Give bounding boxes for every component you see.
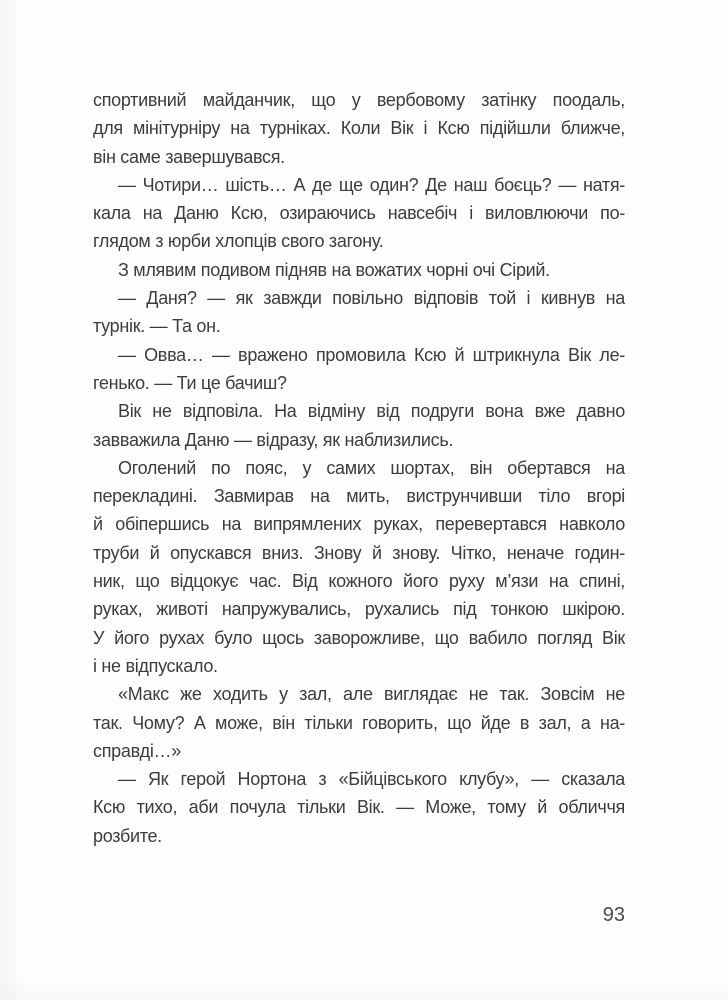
text-line: — Даня? — як завжди повільно відповів той і кивнув на xyxy=(118,288,625,309)
text-line: і не відпускало. xyxy=(93,655,218,676)
text-line: труби й опускався вниз. Знову й знову. Чітко, неначе годин- xyxy=(93,542,625,563)
text-line: ник, що відцокує час. Від кожного його руху м’язи на спині, xyxy=(93,571,625,592)
text-line: Оголений по пояс, у самих шортах, він обертався на xyxy=(118,457,625,478)
text-line: він саме завершувався. xyxy=(93,146,285,167)
text-line: розбите. xyxy=(93,825,162,846)
text-line: генько. — Ти це бачиш? xyxy=(93,372,287,393)
text-line: глядом з юрби хлопців свого загону. xyxy=(93,231,384,252)
text-line: У його рухах було щось заворожливе, що вабило погляд Вік xyxy=(93,627,625,648)
text-line: Ксю тихо, аби почула тільки Вік. — Може, тому й обличчя xyxy=(93,797,625,818)
text-line: турнік. — Та он. xyxy=(93,316,221,337)
text-line: й обіпершись на випрямлених руках, перевертався навколо xyxy=(93,514,625,535)
text-line: так. Чому? А може, він тільки говорить, що йде в зал, а на- xyxy=(93,712,625,733)
text-line: руках, животі напружувались, рухались під тонкою шкірою. xyxy=(93,599,625,620)
text-line: для мінітурніру на турніках. Коли Вік і Ксю підійшли ближче, xyxy=(93,118,625,139)
text-line: завважила Даню — відразу, як наблизились. xyxy=(93,429,454,450)
text-block xyxy=(93,86,625,850)
text-line: — Як герой Нортона з «Бійцівського клубу», — сказала xyxy=(118,769,625,790)
text-line: — Овва… — вражено промовила Ксю й штрикнула Вік ле- xyxy=(118,344,625,365)
page-number: 93 xyxy=(602,904,625,926)
text-line: справді…» xyxy=(93,740,181,761)
text-line: кала на Даню Ксю, озираючись навсебіч і виловлюючи по- xyxy=(93,203,625,224)
text-line: «Макс же ходить у зал, але виглядає не так. Зовсім не xyxy=(118,684,625,705)
text-line: перекладині. Завмирав на мить, виструнчивши тіло вгорі xyxy=(93,486,625,507)
text-line: — Чотири… шість… А де ще один? Де наш боєць? — натя- xyxy=(118,174,625,195)
text-line: Вік не відповіла. На відміну від подруги вона вже давно xyxy=(118,401,625,422)
text-line: З млявим подивом підняв на вожатих чорні очі Сірий. xyxy=(118,259,550,280)
text-line: спортивний майданчик, що у вербовому затінку поодаль, xyxy=(93,90,625,110)
